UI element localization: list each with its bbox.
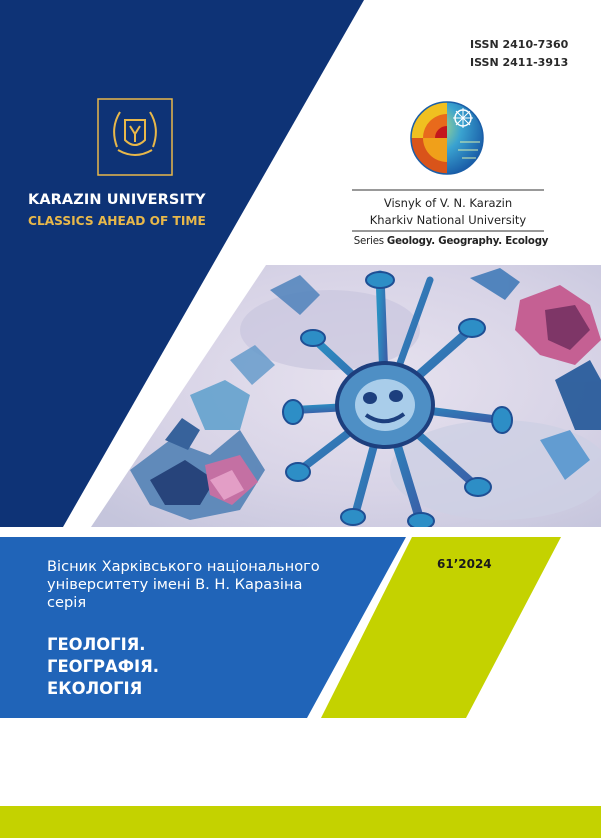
journal-title-en-line1: Visnyk of V. N. Karazin — [383, 196, 513, 210]
issn-print: ISSN 2410-7360 — [470, 38, 569, 51]
series-title — [346, 236, 556, 247]
journal-title-ua-line1: Вісник Харківського національного — [47, 558, 320, 575]
series-title-ua-3: ЕКОЛОГІЯ — [47, 679, 143, 698]
bottom-band — [0, 806, 601, 838]
series-title-ua-1: ГЕОЛОГІЯ. — [47, 635, 146, 654]
university-name: KARAZIN UNIVERSITY — [28, 192, 206, 208]
earth-globe-icon — [411, 102, 483, 174]
series-title-ua-2: ГЕОГРАФІЯ. — [47, 657, 159, 676]
university-motto: CLASSICS AHEAD OF TIME — [28, 214, 206, 228]
series-prefix: Series — [353, 236, 387, 247]
issn-online: ISSN 2411-3913 — [470, 56, 569, 69]
issue-number: 61’2024 — [437, 557, 492, 571]
journal-title-ua-line2: університету імені В. Н. Каразіна — [47, 576, 303, 593]
journal-title-ua-line3: серія — [47, 594, 87, 611]
series-name: Geology. Geography. Ecology — [386, 236, 549, 247]
journal-title-en-line2: Kharkiv National University — [369, 213, 527, 227]
